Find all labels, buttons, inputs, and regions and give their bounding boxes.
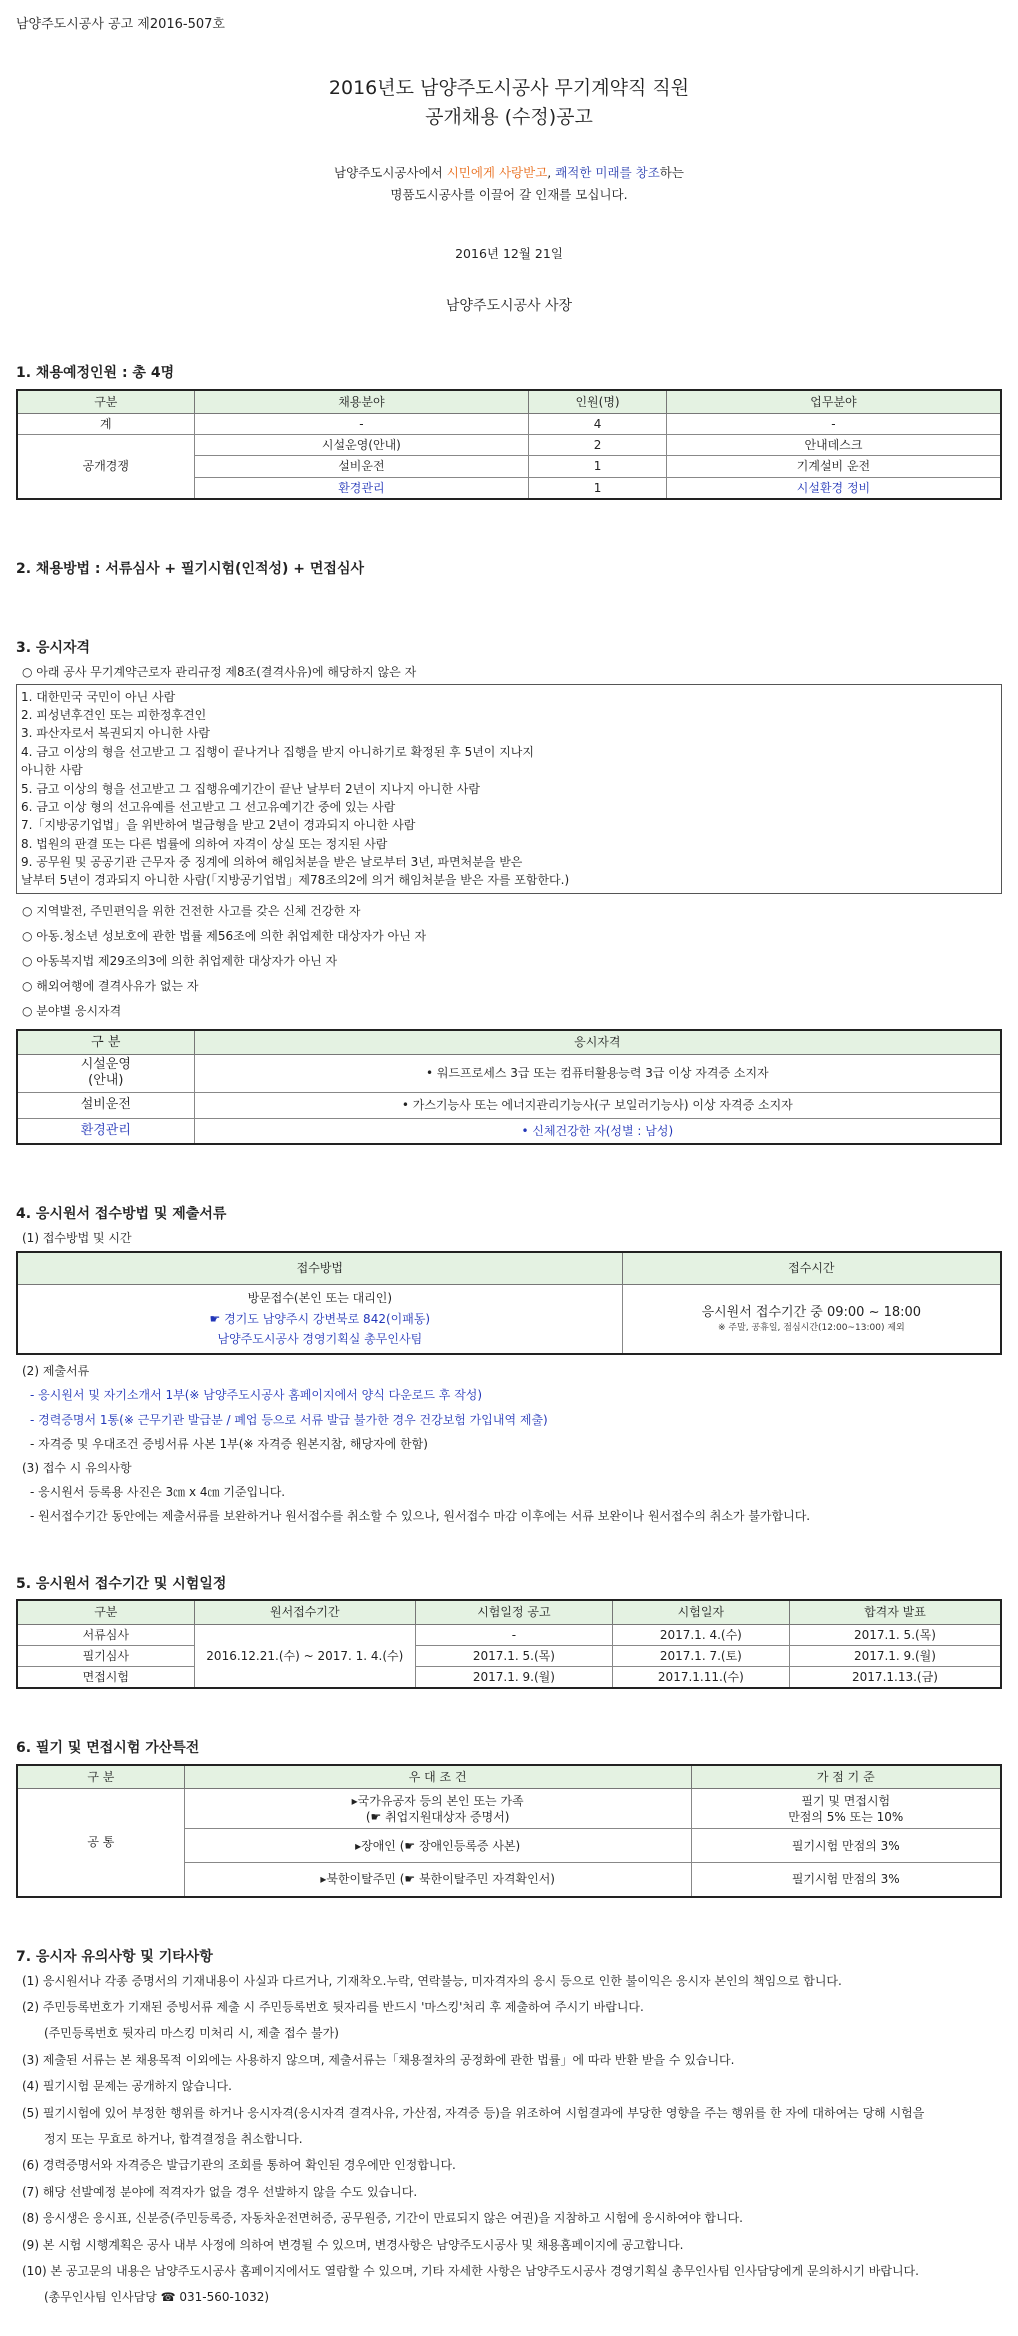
title-line-1: 2016년도 남양주도시공사 무기계약직 직원: [328, 76, 690, 99]
disq-line: 1. 대한민국 국민이 아닌 사람: [21, 689, 176, 704]
section-recruitment-count: [16, 364, 1002, 500]
table-header: 가 점 기 준: [691, 1765, 1001, 1789]
section-schedule: [16, 1575, 1002, 1690]
table-cell: 공 통: [17, 1789, 184, 1897]
disq-line: 아니한 사람: [21, 763, 83, 778]
table-cell: ▸북한이탈주민 (☛ 북한이탈주민 자격확인서): [184, 1863, 691, 1897]
table-cell: 1: [529, 477, 667, 499]
section-qualifications: [16, 639, 1002, 1146]
table-cell: 2017.1.11.(수): [612, 1667, 789, 1689]
field-name: 시설운영: [80, 1057, 131, 1073]
list-item: (주민등록번호 뒷자리 마스킹 미처리 시, 제출 접수 불가): [44, 2026, 339, 2041]
intro-line-2: 명품도시공사를 이끌어 갈 인재를 모십니다.: [390, 187, 628, 203]
field-name-sub: (안내): [88, 1073, 124, 1089]
table-row: [17, 1284, 1001, 1354]
table-cell: 기계설비 운전: [666, 456, 1001, 477]
list-item: (1) 응시원서나 각종 증명서의 기재내용이 사실과 다르거나, 기재착오․누락, 연락불능, 미자격자의 응시 등으로 인한 불이익은 응시자 본인의 책임으로 합니다.: [22, 1973, 842, 1988]
method-address: ☛ 경기도 남양주시 강변북로 842(이패동): [209, 1311, 431, 1326]
intro: [16, 162, 1002, 206]
intro-highlight-orange: 시민에게 사랑받고: [446, 165, 548, 181]
qualification-bullet: ○ 아동복지법 제29조의3에 의한 취업제한 대상자가 아닌 자: [22, 954, 338, 969]
list-item: (3) 제출된 서류는 본 채용목적 이외에는 사용하지 않으며, 제출서류는「채용절차의 공정화에 관한 법률」에 따라 반환 받을 수 있습니다.: [22, 2052, 735, 2067]
caution-item: - 원서접수기간 동안에는 제출서류를 보완하거나 원서접수를 취소할 수 있으나, 원서접수 마감 이후에는 서류 보완이나 원서접수의 취소가 불가합니다.: [30, 1509, 811, 1524]
table-header: 구분: [17, 1600, 194, 1624]
table-header: 구 분: [17, 1030, 194, 1055]
table-cell: 안내데스크: [666, 435, 1001, 456]
list-item: (10) 본 공고문의 내용은 남양주도시공사 홈페이지에서도 열람할 수 있으며, 기타 자세한 사항은 남양주도시공사 경영기획실 총무인사팀 인사담당에게 문의하시기 바랍니다.: [22, 2263, 919, 2278]
table-cell: [17, 1284, 622, 1354]
table-header: 시험일정 공고: [416, 1600, 613, 1624]
table-cell: -: [416, 1624, 613, 1645]
table-cell: 2017.1. 7.(토): [612, 1645, 789, 1666]
table-header: 접수시간: [622, 1252, 1001, 1284]
table-row: [17, 1055, 1001, 1093]
table-cell: 설비운전: [17, 1092, 194, 1118]
table-cell: 1: [529, 456, 667, 477]
disqualification-box: [16, 684, 1002, 894]
table-cell: 2017.1. 4.(수): [612, 1624, 789, 1645]
schedule-table: [16, 1599, 1002, 1689]
section-recruitment-method: [16, 560, 1002, 579]
table-cell: 4: [529, 414, 667, 435]
qualification-bullet: ○ 지역발전, 주민편익을 위한 건전한 사고를 갖은 신체 건강한 자: [22, 903, 361, 918]
intro-highlight-blue: 쾌적한 미래를 창조: [555, 165, 660, 181]
section-title: 5. 응시원서 접수기간 및 시험일정: [16, 1575, 227, 1592]
list-item: (7) 해당 선발예정 분야에 적격자가 없을 경우 선발하지 않을 수도 있습니다.: [22, 2184, 418, 2199]
time-note: ※ 주말, 공휴일, 점심시간(12:00~13:00) 제외: [717, 1322, 905, 1333]
table-header: 합격자 발표: [789, 1600, 1001, 1624]
disq-line: 8. 법원의 판결 또는 다른 법률에 의하여 자격이 상실 또는 정지된 사람: [21, 836, 388, 851]
table-row: [17, 1667, 1001, 1689]
section-notes: [16, 1948, 1002, 2307]
table-header: 인원(명): [529, 390, 667, 414]
table-header: 응시자격: [194, 1030, 1001, 1055]
section-title: 2. 채용방법 : 서류심사 + 필기시험(인적성) + 면접심사: [16, 560, 364, 577]
table-row: [17, 435, 1001, 456]
subsection-title: (1) 접수방법 및 시간: [22, 1231, 132, 1246]
list-item: (8) 응시생은 응시표, 신분증(주민등록증, 자동차운전면허증, 공무원증, 기간이 만료되지 않은 여권)을 지참하고 시험에 응시하여야 합니다.: [22, 2211, 743, 2226]
table-cell: 공개경쟁: [17, 435, 194, 499]
table-cell: [184, 1789, 691, 1829]
table-cell: 2017.1. 9.(월): [416, 1667, 613, 1689]
subsection-title: (2) 제출서류: [22, 1364, 90, 1379]
table-cell: 서류심사: [17, 1624, 194, 1645]
section-title: 3. 응시자격: [16, 639, 91, 656]
list-item: (총무인사팀 인사담당 ☎ 031-560-1032): [44, 2290, 270, 2305]
table-row: [17, 1645, 1001, 1666]
table-cell: 필기심사: [17, 1645, 194, 1666]
disq-line: 4. 금고 이상의 형을 선고받고 그 집행이 끝나거나 집행을 받지 아니하기로 확정된 후 5년이 지나지: [21, 744, 534, 759]
method-department: 남양주도시공사 경영기획실 총무인사팀: [217, 1332, 423, 1347]
table-cell: 면접시험: [17, 1667, 194, 1689]
disq-line: 3. 파산자로서 복권되지 아니한 사람: [21, 726, 210, 741]
time-text: 응시원서 접수기간 중 09:00 ~ 18:00: [701, 1305, 922, 1321]
disq-line: 9. 공무원 및 공공기관 근무자 중 징계에 의하여 해임처분을 받은 날로부터 3년, 파면처분을 받은: [21, 854, 523, 869]
table-header: 구분: [17, 390, 194, 414]
table-cell: • 가스기능사 또는 에너지관리기능사(구 보일러기능사) 이상 자격증 소지자: [194, 1092, 1001, 1118]
table-cell: • 신체건강한 자(성별 : 남성): [194, 1118, 1001, 1144]
list-item: (4) 필기시험 문제는 공개하지 않습니다.: [22, 2079, 232, 2094]
table-row: [17, 1789, 1001, 1829]
qualification-bullet: ○ 해외여행에 결격사유가 없는 자: [22, 979, 199, 994]
table-header: 구 분: [17, 1765, 184, 1789]
qualification-table: [16, 1029, 1002, 1146]
list-item: 정지 또는 무효로 하거나, 합격결정을 취소합니다.: [44, 2132, 303, 2147]
disq-line: 날부터 5년이 경과되지 아니한 사람(「지방공기업법」제78조의2에 의거 해임처분을 받은 자를 포함한다.): [21, 873, 570, 888]
bonus-text: 만점의 5% 또는 10%: [788, 1809, 904, 1824]
disq-line: 6. 금고 이상 형의 선고유예를 선고받고 그 선고유예기간 중에 있는 사람: [21, 799, 396, 814]
table-cell: 2017.1. 5.(목): [416, 1645, 613, 1666]
table-cell: -: [666, 414, 1001, 435]
notice-date: 2016년 12월 21일: [455, 246, 563, 262]
table-cell: 필기시험 만점의 3%: [691, 1829, 1001, 1863]
table-cell: [17, 1055, 194, 1093]
bonus-table: [16, 1764, 1002, 1898]
table-cell: 시설환경 정비: [666, 477, 1001, 499]
issuer: 남양주도시공사 사장: [445, 298, 573, 315]
disq-line: 5. 금고 이상의 형을 선고받고 그 집행유예기간이 끝난 날부터 2년이 지나지 아니한 사람: [21, 781, 480, 796]
doc-item: - 응시원서 및 자기소개서 1부(※ 남양주도시공사 홈페이지에서 양식 다운로드 후 작성): [30, 1388, 483, 1403]
table-row: [17, 1118, 1001, 1144]
bonus-text: 필기 및 면접시험: [801, 1793, 891, 1808]
caution-item: - 응시원서 등록용 사진은 3㎝ x 4㎝ 기준입니다.: [30, 1485, 286, 1500]
table-header: 원서접수기간: [194, 1600, 415, 1624]
application-method-table: [16, 1251, 1002, 1355]
section-application: [16, 1205, 1002, 1524]
qualification-lead: ○ 아래 공사 무기계약근로자 관리규정 제8조(결격사유)에 해당하지 않은 자: [22, 664, 417, 679]
table-cell: 시설운영(안내): [194, 435, 529, 456]
recruitment-table: [16, 389, 1002, 500]
disq-line: 2. 피성년후견인 또는 피한정후견인: [21, 708, 207, 723]
notes-list: [16, 1973, 1002, 2307]
table-cell: 2017.1. 5.(목): [789, 1624, 1001, 1645]
table-cell: 2: [529, 435, 667, 456]
list-item: (5) 필기시험에 있어 부정한 행위를 하거나 응시자격(응시자격 결격사유, 가산점, 자격증 등)을 위조하여 시험결과에 부당한 영향을 주는 행위를 한 자에 대하여는 당해 시험을: [22, 2105, 925, 2120]
table-cell: [622, 1284, 1001, 1354]
section-bonus: [16, 1739, 1002, 1898]
title-line-2: 공개채용 (수정)공고: [425, 105, 593, 128]
condition-proof: (☛ 취업지원대상자 증명서): [365, 1809, 510, 1824]
section-title: 7. 응시자 유의사항 및 기타사항: [16, 1948, 213, 1965]
table-cell: 2017.1. 9.(월): [789, 1645, 1001, 1666]
section-title: 6. 필기 및 면접시험 가산특전: [16, 1740, 200, 1757]
list-item: (2) 주민등록번호가 기재된 증빙서류 제출 시 주민등록번호 뒷자리를 반드시 '마스킹'처리 후 제출하여 주시기 바랍니다.: [22, 2000, 644, 2015]
table-header: 우 대 조 건: [184, 1765, 691, 1789]
table-cell: 환경관리: [17, 1118, 194, 1144]
table-cell: 환경관리: [194, 477, 529, 499]
table-row: [17, 1092, 1001, 1118]
qualification-bullet: ○ 아동․청소년 성보호에 관한 법률 제56조에 의한 취업제한 대상자가 아닌 자: [22, 928, 427, 943]
table-row: [17, 1624, 1001, 1645]
table-cell: -: [194, 414, 529, 435]
notice-number: 남양주도시공사 공고 제2016-507호: [16, 17, 225, 32]
table-cell: 계: [17, 414, 194, 435]
intro-text: 남양주도시공사에서: [334, 165, 447, 181]
table-cell: ▸장애인 (☛ 장애인등록증 사본): [184, 1829, 691, 1863]
table-row: [17, 414, 1001, 435]
list-item: (9) 본 시험 시행계획은 공사 내부 사정에 의하여 변경될 수 있으며, 변경사항은 남양주도시공사 및 채용홈페이지에 공고합니다.: [22, 2237, 684, 2252]
subsection-title: (3) 접수 시 유의사항: [22, 1461, 132, 1475]
table-header: 접수방법: [17, 1252, 622, 1284]
table-cell: 필기시험 만점의 3%: [691, 1863, 1001, 1897]
disq-line: 7.「지방공기업법」을 위반하여 벌금형을 받고 2년이 경과되지 아니한 사람: [21, 818, 416, 833]
doc-item: - 경력증명서 1통(※ 근무기관 발급분 / 폐업 등으로 서류 발급 불가한 경우 건강보험 가입내역 제출): [30, 1412, 548, 1427]
doc-item: - 자격증 및 우대조건 증빙서류 사본 1부(※ 자격증 원본지참, 해당자에 한함): [30, 1436, 428, 1451]
table-cell: • 워드프로세스 3급 또는 컴퓨터활용능력 3급 이상 자격증 소지자: [194, 1055, 1001, 1093]
section-title: 4. 응시원서 접수방법 및 제출서류: [16, 1206, 227, 1223]
table-header: 시험일자: [612, 1600, 789, 1624]
page-title: [16, 74, 1002, 133]
intro-text: 하는: [659, 165, 684, 181]
table-cell: [691, 1789, 1001, 1829]
section-title: 1. 채용예정인원 : 총 4명: [16, 364, 175, 381]
table-header: 채용분야: [194, 390, 529, 414]
condition-text: ▸국가유공자 등의 본인 또는 가족: [351, 1793, 524, 1808]
list-item: (6) 경력증명서와 자격증은 발급기관의 조회를 통하여 확인된 경우에만 인정합니다.: [22, 2158, 456, 2173]
table-cell: 설비운전: [194, 456, 529, 477]
table-cell: 2017.1.13.(금): [789, 1667, 1001, 1689]
intro-text: ,: [547, 165, 556, 181]
table-cell: 2016.12.21.(수) ~ 2017. 1. 4.(수): [194, 1624, 415, 1688]
qualification-bullet: ○ 분야별 응시자격: [22, 1004, 122, 1019]
method-text: 방문접수(본인 또는 대리인): [247, 1291, 393, 1306]
table-header: 업무분야: [666, 390, 1001, 414]
